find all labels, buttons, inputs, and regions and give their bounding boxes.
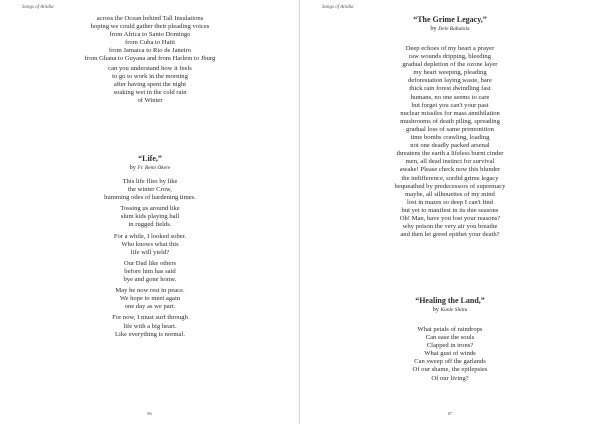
stanza [0,260,300,284]
poem-line: nuclear missiles for mass annihilation [400,109,500,117]
poem-line: thick rain forest dwindling fast [409,85,491,93]
poem-line: For now, I must surf through [112,314,188,322]
continued-poem-block-2 [0,65,300,105]
poem-line: lost in mazes so deep I can't find [407,198,493,206]
poem-line: Who knows what this [121,240,179,248]
stanza [0,287,300,311]
poem-line: Clapped in irons? [426,342,474,350]
running-head: Songs of Anidia [22,5,54,10]
poem-title: “Life,” [138,154,162,163]
poem-line: across the Ocean behind Tall Insulations [96,15,204,22]
poem-line: Oh! Man, have you lost your reasons? [399,214,501,222]
poem-line: Can sweep off the garlands [414,358,486,366]
poem-line: the winter Crow, [127,186,173,194]
poem-byline: by Fr. Remi Okere [129,164,171,171]
poem-line: Our Dad like others [123,259,177,267]
stanza [0,205,300,229]
poem-line: but forget you can't your past [411,101,489,109]
right-page [300,0,600,424]
poem-line: threatens the earth a lifeless burnt cinder [396,150,504,158]
poem-title: “Healing the Land,” [415,296,485,305]
poem-line: gradual loss of same premonition [406,125,494,133]
continued-poem-block [0,15,300,64]
page-number: 86 [147,411,152,416]
poem-line: from Ghana to Guyana and from Harlem to Jburg [84,55,216,63]
poem-line: This life flies by like [122,178,178,185]
poem-line: Like everything is normal. [115,330,185,338]
poem-body [300,326,600,383]
poem-line: before him has said [124,267,176,275]
poem-line: Of our living? [431,374,469,382]
poem-line: What gust of winds [424,350,476,358]
poem-line: why poison the very air you breathe [402,223,498,231]
poem-line: of Winter [137,97,163,105]
poem-line: but yet to manifest in its due seasons [401,206,499,214]
poem-line: from Cuba to Haiti [125,39,175,47]
poem-line: slum kids playing ball [120,213,180,221]
poem-line: What petals of raindrops [417,326,483,333]
poem-line: Tossing us around like [120,205,180,213]
poem-line: life will yield? [130,248,170,256]
poem-grime-legacy [300,15,600,239]
poem-life [0,154,300,339]
poem-line: deforestation laying waste, bare [408,77,492,85]
stanza [0,178,300,202]
poem-line: to go to work in the morning [112,73,188,81]
poem-byline: by Dele Babalola [430,25,470,32]
poem-line: For a while, I looked sober. [113,232,187,240]
poem-line: from Jamaica to Rio de Janeiro [108,47,192,55]
poem-line: mushrooms of death piling, spreading [400,117,500,125]
poem-body [300,45,600,239]
poem-line: one day as we part. [124,303,176,311]
poem-line: time bombs crawling, loading [410,134,490,142]
poem-line: men, all dead instinct for survival [405,158,495,166]
poem-body [0,178,300,339]
poem-line: humans, no one seems to care [410,93,490,101]
poem-line: soaking wet in the cold rain [113,89,187,97]
poem-line: We hope to meet again [119,295,181,303]
poem-line: May he now rest in peace. [115,287,185,295]
poem-line: after having spent the night [113,81,187,89]
poem-line: Deep echoes of my heart a prayer [405,45,495,52]
poem-line: from Africa to Santo Domingo [109,31,191,39]
poem-line: humming odes of hardening times. [104,194,196,202]
poem-healing-the-land [300,296,600,383]
poem-author: Kunle Shittu [440,307,468,313]
poem-author: Dele Babalola [438,26,470,32]
poem-line: life with a big heart. [123,322,177,330]
poem-line: bequeathed by predecessors of supremacy [394,182,506,190]
poem-line: and then let greed epithet your death? [400,231,500,239]
poem-line: gradual depletion of the ozone layer [402,61,498,69]
poem-line: the indifference, sordid grime legacy [401,174,499,182]
poem-line: my heart weeping, pleading [413,69,487,77]
poem-line: maybe, all silhouettes of my mind [405,190,495,198]
poem-line: Of our shame, the epilepsies [412,366,488,374]
poem-line: Can ease the souls [425,334,475,342]
poem-line: can you understand how it feels [108,65,192,72]
poem-line: not one deadly packed arsenal [410,142,490,150]
poem-line: hoping we could gather their pleading voices [90,23,210,31]
poem-author: Fr. Remi Okere [137,165,171,171]
stanza [0,314,300,338]
poem-title: “The Grime Legacy,” [413,15,487,24]
stanza [0,233,300,257]
poem-line: raw wounds dripping, bleeding [408,53,492,61]
page-number: 87 [447,411,453,416]
poem-line: bye and gone home. [123,276,177,284]
poem-line: awake! Please check now this blunder [399,166,501,174]
poem-byline: by Kunle Shittu [432,306,468,313]
poem-line: in rugged fields. [128,221,172,229]
running-head: Songs of Anidia [322,5,354,10]
